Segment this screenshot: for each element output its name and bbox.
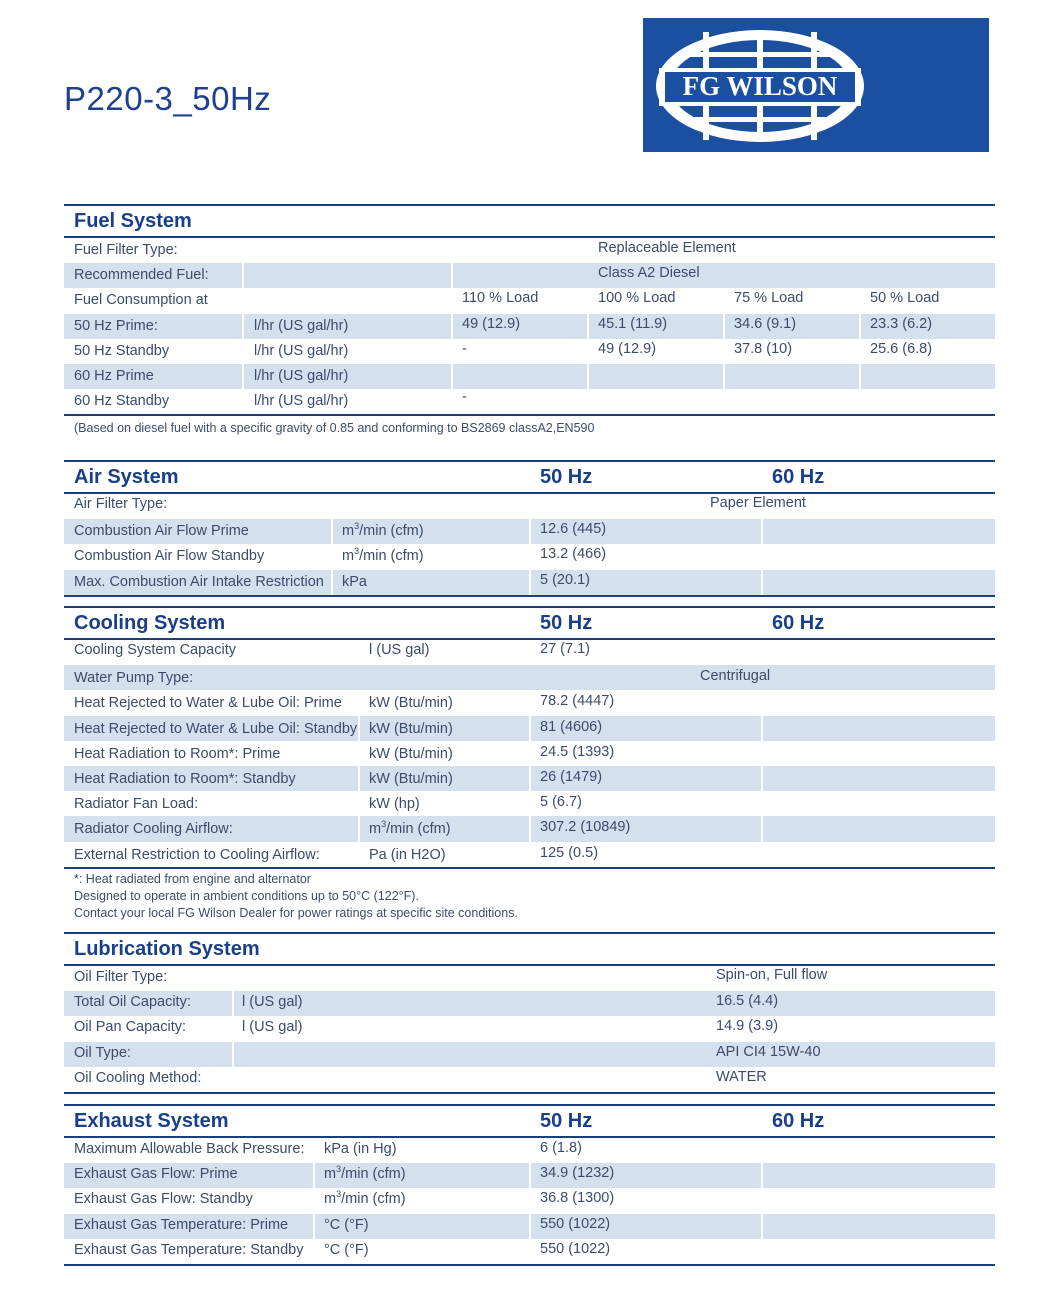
table-row (64, 1239, 995, 1266)
cell-value-50hz: 34.9 (1232) (540, 1165, 615, 1182)
row-label: Exhaust Gas Flow: Prime (74, 1166, 238, 1183)
table-row (64, 966, 995, 991)
exhaust-system-title: Exhaust System (74, 1110, 229, 1132)
row-unit: $m^3/\min$ (cfm) (342, 546, 424, 565)
row-unit: °C (°F) (324, 1241, 369, 1258)
note-line: Designed to operate in ambient conditions up to 50°C (122°F). (74, 888, 419, 903)
cell-value-50hz: 12.6 (445) (540, 521, 607, 538)
row-unit: l/hr (US gal/hr) (254, 367, 349, 384)
row-unit: $m^3/\min$ (cfm) (342, 521, 424, 540)
cooling-system-header (64, 606, 995, 640)
table-row (64, 263, 995, 288)
row-unit: l (US gal) (242, 994, 303, 1011)
cell-value: 34.6 (9.1) (734, 315, 797, 332)
table-row (64, 494, 995, 519)
row-label: Max. Combustion Air Intake Restriction (74, 573, 324, 590)
row-unit: l/hr (US gal/hr) (254, 393, 349, 410)
air-system-header (64, 460, 995, 494)
table-row (64, 665, 995, 690)
row-label: External Restriction to Cooling Airflow: (74, 846, 320, 863)
table-row (64, 1067, 995, 1094)
page-title: P220-3_50Hz (64, 80, 272, 117)
lubrication-system-title: Lubrication System (74, 938, 260, 960)
row-unit: kW (Btu/min) (369, 770, 453, 787)
row-unit: l (US gal) (369, 642, 430, 658)
row-unit: kW (Btu/min) (369, 745, 453, 762)
row-value: Paper Element (710, 495, 806, 511)
fuel-system-title: Fuel System (74, 210, 192, 232)
table-row (64, 791, 995, 816)
table-row (64, 314, 995, 339)
row-label: Fuel Consumption at (74, 292, 208, 309)
cell-value-50hz: 81 (4606) (540, 718, 603, 735)
fuel-note: (Based on diesel fuel with a specific gravity of 0.85 and conforming to BS2869 classA2,EN590 (74, 421, 595, 436)
row-label: Water Pump Type: (74, 670, 194, 687)
table-row (64, 389, 995, 416)
row-unit: °C (°F) (324, 1216, 369, 1233)
cell-value-50hz: 125 (0.5) (540, 844, 599, 861)
cell-value-50hz: 550 (1022) (540, 1215, 611, 1232)
row-label: Radiator Fan Load: (74, 796, 199, 813)
row-label: Combustion Air Flow Standby (74, 548, 265, 565)
load-header-75: 75 % Load (734, 290, 804, 307)
table-row (64, 842, 995, 869)
row-unit: kPa (in Hg) (324, 1141, 397, 1157)
table-row (64, 690, 995, 715)
cell-value-50hz: 13.2 (466) (540, 546, 607, 563)
hz60-header: 60 Hz (772, 612, 825, 634)
logo-text: FG WILSON (682, 71, 838, 101)
row-value: API CI4 15W-40 (716, 1043, 821, 1060)
row-value: 14.9 (3.9) (716, 1018, 779, 1035)
row-label: Exhaust Gas Flow: Standby (74, 1191, 253, 1208)
table-row (64, 640, 995, 665)
row-label: Total Oil Capacity: (74, 994, 191, 1011)
cell-value-50hz: 550 (1022) (540, 1240, 611, 1257)
row-value: 16.5 (4.4) (716, 993, 779, 1010)
note-line: Contact your local FG Wilson Dealer for power ratings at specific site conditions. (74, 905, 518, 920)
table-row (64, 1214, 995, 1239)
row-label: Oil Filter Type: (74, 969, 168, 985)
row-label: Exhaust Gas Temperature: Standby (74, 1241, 304, 1258)
cell-value: 25.6 (6.8) (870, 340, 933, 357)
cell-value: 23.3 (6.2) (870, 315, 933, 332)
row-label: Oil Cooling Method: (74, 1069, 202, 1086)
cell-value-50hz: 307.2 (10849) (540, 819, 631, 836)
cell-value: 37.8 (10) (734, 340, 793, 357)
row-value: Centrifugal (700, 668, 771, 685)
row-unit: l (US gal) (242, 1019, 303, 1036)
row-unit: Pa (in H2O) (369, 846, 446, 863)
table-row (64, 1138, 995, 1163)
row-unit: $m^3/\min$ (cfm) (324, 1189, 406, 1208)
table-row (64, 991, 995, 1016)
row-label: Air Filter Type: (74, 496, 168, 512)
cell-value-50hz: 27 (7.1) (540, 641, 590, 657)
load-header-100: 100 % Load (598, 290, 676, 307)
row-label: Heat Rejected to Water & Lube Oil: Prime (74, 695, 342, 712)
load-header-110: 110 % Load (462, 290, 539, 307)
exhaust-system-section (64, 1104, 995, 1266)
row-unit: $m^3/\min$ (cfm) (369, 819, 451, 838)
table-row (64, 339, 995, 364)
row-label: Fuel Filter Type: (74, 242, 178, 258)
exhaust-system-header (64, 1104, 995, 1138)
row-label: 60 Hz Standby (74, 393, 170, 410)
cell-value-50hz: 5 (20.1) (540, 571, 590, 588)
lubrication-system-section (64, 932, 995, 1094)
table-row (64, 570, 995, 597)
row-label: Cooling System Capacity (74, 642, 236, 658)
load-header-50: 50 % Load (870, 290, 940, 307)
row-unit: kW (hp) (369, 796, 420, 813)
row-label: Oil Pan Capacity: (74, 1019, 187, 1036)
cell-value: 49 (12.9) (598, 340, 657, 357)
hz60-header: 60 Hz (772, 466, 825, 488)
row-value: WATER (716, 1068, 767, 1085)
hz50-header: 50 Hz (540, 612, 593, 634)
row-unit: l/hr (US gal/hr) (254, 342, 349, 359)
row-label: Recommended Fuel: (74, 267, 209, 284)
row-unit: $m^3/\min$ (cfm) (324, 1164, 406, 1183)
row-label: Heat Radiation to Room*: Standby (74, 770, 296, 787)
row-label: Radiator Cooling Airflow: (74, 821, 233, 838)
cooling-notes (64, 869, 995, 922)
table-row (64, 364, 995, 389)
table-row (64, 1163, 995, 1188)
row-value: Replaceable Element (598, 240, 736, 256)
cell-value: - (462, 389, 467, 406)
cell-value: - (462, 340, 467, 357)
table-row (64, 238, 995, 263)
row-label: Combustion Air Flow Prime (74, 523, 249, 540)
table-row (64, 544, 995, 569)
fg-wilson-logo (643, 18, 989, 152)
cell-value-50hz: 78.2 (4447) (540, 693, 615, 710)
cooling-system-title: Cooling System (74, 612, 226, 634)
row-unit: kW (Btu/min) (369, 695, 453, 712)
table-row (64, 716, 995, 741)
table-row (64, 766, 995, 791)
row-unit: kW (Btu/min) (369, 720, 453, 737)
hz60-header: 60 Hz (772, 1110, 825, 1132)
row-label: 60 Hz Prime (74, 367, 154, 384)
cell-value-50hz: 6 (1.8) (540, 1140, 582, 1156)
cell-value-50hz: 26 (1479) (540, 768, 603, 785)
row-label: Exhaust Gas Temperature: Prime (74, 1216, 289, 1233)
cell-value: 49 (12.9) (462, 315, 521, 332)
fuel-system-header (64, 204, 995, 238)
table-row (64, 1042, 995, 1067)
table-row (64, 816, 995, 841)
row-unit: l/hr (US gal/hr) (254, 317, 349, 334)
cell-value-50hz: 24.5 (1393) (540, 743, 615, 760)
row-label: 50 Hz Prime: (74, 317, 158, 334)
cell-value-50hz: 5 (6.7) (540, 794, 582, 811)
table-row (64, 1016, 995, 1041)
table-row (64, 519, 995, 544)
table-row (64, 1188, 995, 1213)
air-system-section (64, 460, 995, 597)
row-value: Class A2 Diesel (598, 265, 700, 282)
lubrication-system-header (64, 932, 995, 966)
row-value: Spin-on, Full flow (716, 967, 828, 983)
row-label: Oil Type: (74, 1044, 131, 1061)
table-row (64, 741, 995, 766)
row-unit: kPa (342, 573, 367, 590)
row-label: Maximum Allowable Back Pressure: (74, 1141, 305, 1157)
fuel-system-section (64, 204, 995, 437)
note-line: *: Heat radiated from engine and alternator (74, 871, 311, 886)
cell-value-50hz: 36.8 (1300) (540, 1190, 615, 1207)
cooling-system-section (64, 606, 995, 922)
row-label: 50 Hz Standby (74, 342, 170, 359)
air-system-title: Air System (74, 466, 179, 488)
row-label: Heat Radiation to Room*: Prime (74, 745, 281, 762)
hz50-header: 50 Hz (540, 466, 593, 488)
hz50-header: 50 Hz (540, 1110, 593, 1132)
row-label: Heat Rejected to Water & Lube Oil: Standby (74, 720, 358, 737)
table-row (64, 288, 995, 313)
cell-value: 45.1 (11.9) (598, 315, 668, 332)
